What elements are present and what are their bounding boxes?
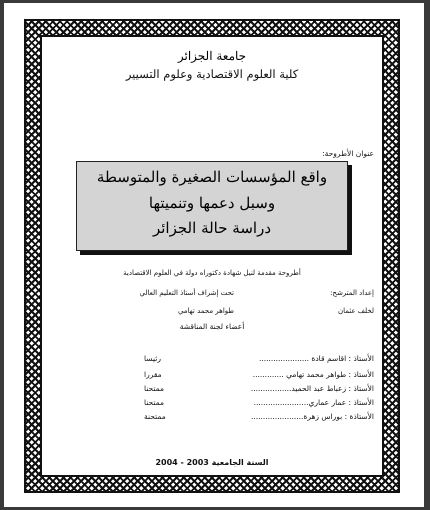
thesis-title-line-3: دراسة حالة الجزائر — [152, 219, 271, 237]
decorative-border — [24, 19, 400, 493]
student-name: لخلف عثمان — [337, 307, 374, 315]
committee-member-name: الأستاذ : اقاسم قادة ..................... — [258, 354, 374, 363]
faculty-name: كلية العلوم الاقتصادية وعلوم التسيير — [125, 67, 299, 81]
committee-row — [144, 412, 374, 424]
thesis-subtitle: أطروحة مقدمة لنيل شهادة دكتوراه دولة في العلوم الاقتصادية — [123, 269, 301, 277]
committee-member-role: ممتحنا — [144, 398, 165, 407]
committee-member-role: ممتحنا — [144, 384, 165, 393]
committee-row — [144, 370, 374, 382]
page-frame — [40, 35, 384, 477]
committee-label: أعضاء لجنة المناقشة — [179, 322, 245, 331]
document-page — [4, 3, 424, 507]
committee-member-name: الأستاذ : عمار عماري....................... — [253, 398, 374, 407]
thesis-title-line-2: وسبل دعمها وتنميتها — [148, 194, 276, 212]
thesis-title-box — [76, 161, 348, 251]
academic-year: السنة الجامعية 2003 - 2004 — [155, 458, 269, 467]
committee-row — [144, 398, 374, 410]
thesis-title-label: عنوان الأطروحة: — [322, 149, 374, 158]
prepared-by-label: إعداد المترشح: — [330, 289, 374, 297]
university-name: جامعة الجزائر — [177, 49, 247, 63]
committee-member-role: رئيسا — [144, 354, 161, 363]
supervisor-name: طواهر محمد تهامي — [177, 307, 234, 315]
committee-member-role: ممتحنة — [144, 412, 166, 421]
committee-member-name: الأستاذة : بوراس زهرة...................... — [250, 412, 374, 421]
committee-member-name: الأستاذ : زعباط عبد الحميد................. — [250, 384, 374, 393]
committee-member-role: مقررا — [144, 370, 162, 379]
committee-member-name: الأستاذ : طواهر محمد تهامي ............. — [252, 370, 374, 379]
title-page-content — [42, 37, 382, 475]
supervisor-label: تحت إشراف أستاذ التعليم العالي — [139, 289, 234, 297]
committee-row — [144, 384, 374, 396]
thesis-title-line-1: واقع المؤسسات الصغيرة والمتوسطة — [96, 168, 328, 186]
committee-row — [144, 354, 374, 366]
